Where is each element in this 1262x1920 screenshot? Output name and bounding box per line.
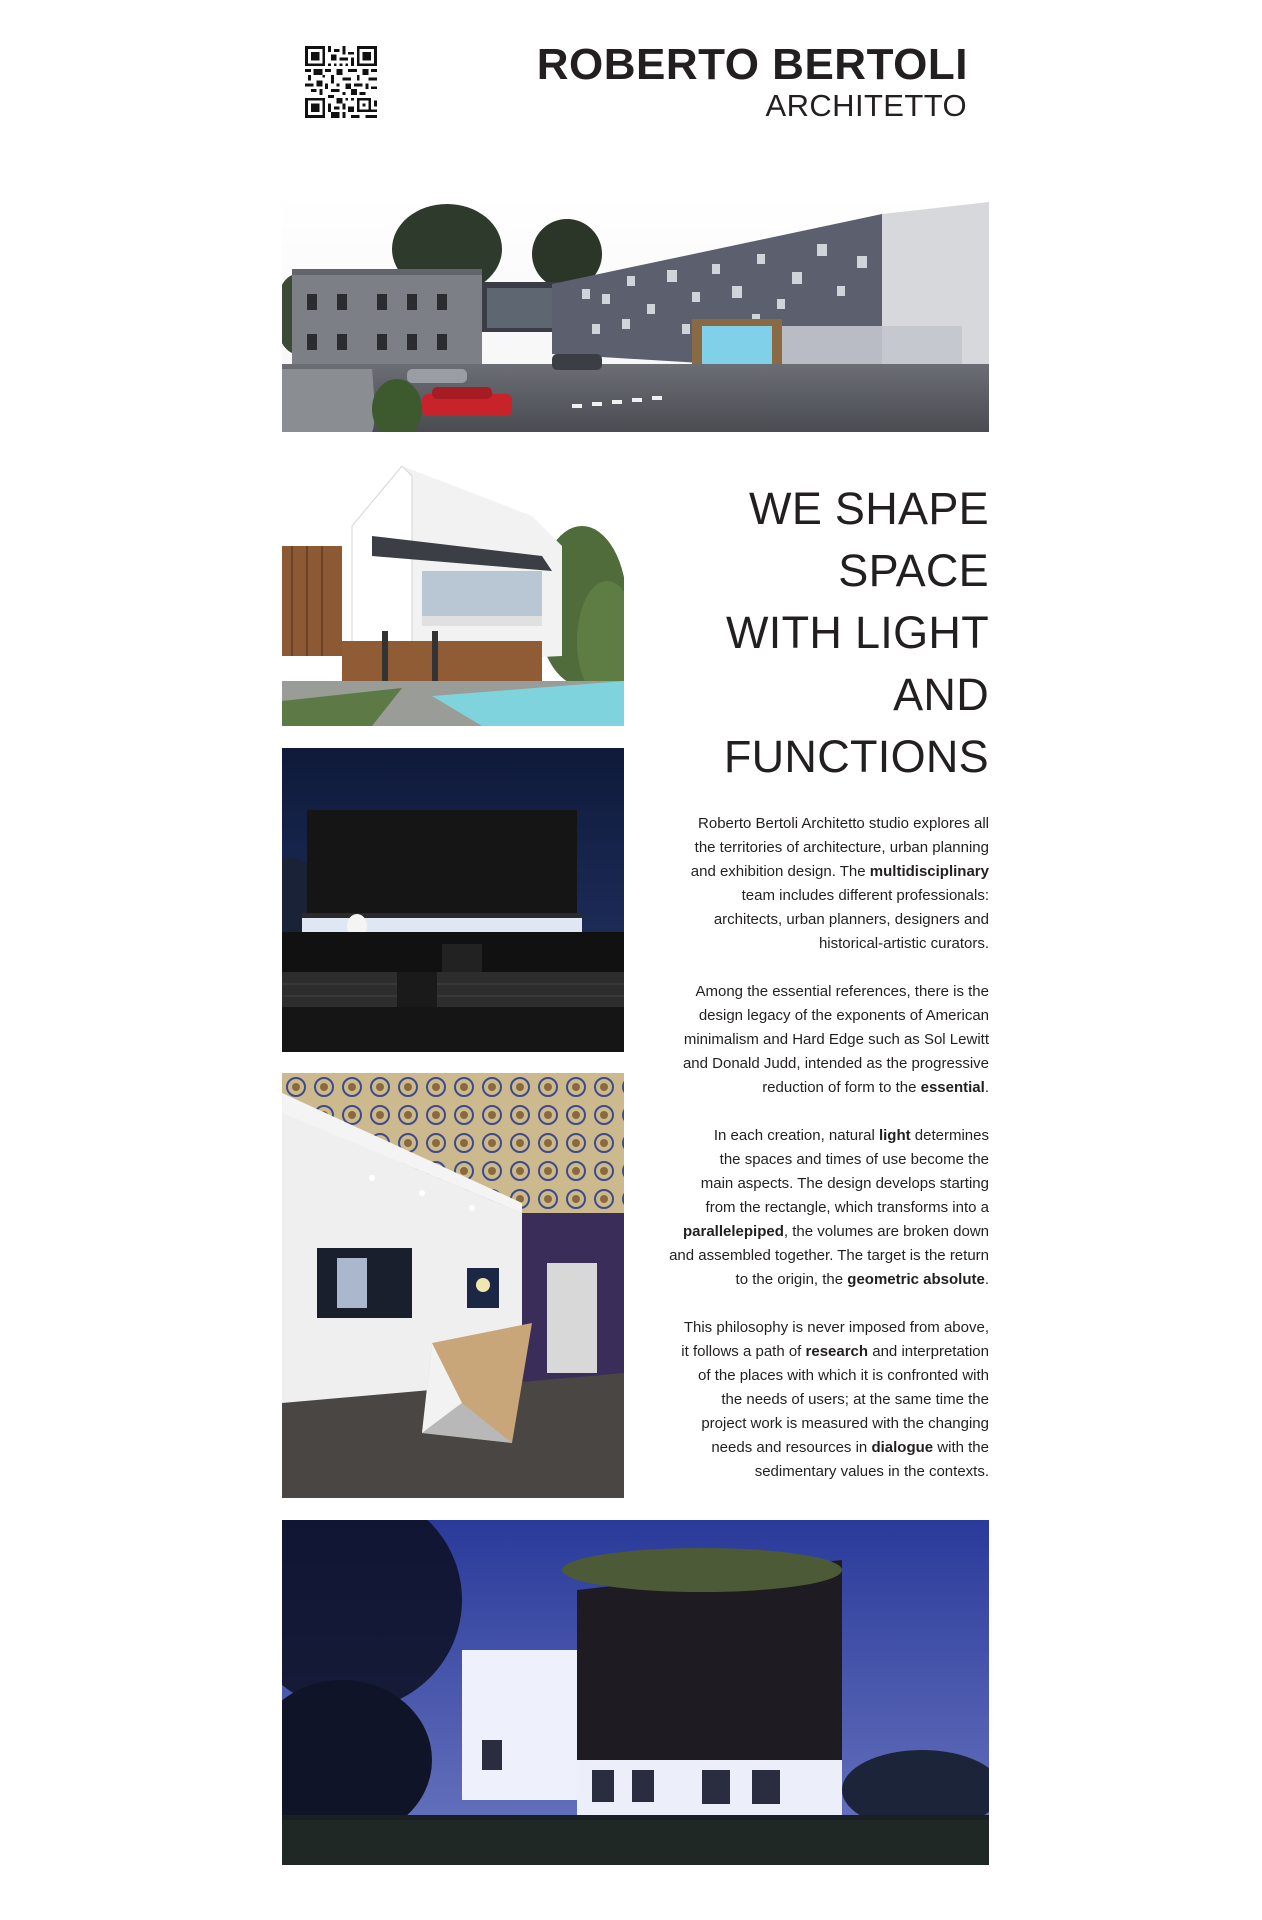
body-text: Roberto Bertoli Architetto studio explores all <box>698 815 989 832</box>
body-line <box>629 908 989 932</box>
body-paragraph <box>629 980 989 1100</box>
body-line <box>629 1268 989 1292</box>
body-text: the needs of users; at the same time the <box>721 1391 989 1408</box>
body-text: needs and resources in <box>711 1439 872 1456</box>
night-house-photo <box>282 748 624 1052</box>
headline <box>659 478 989 788</box>
body-line <box>629 1316 989 1340</box>
body-line <box>629 1172 989 1196</box>
body-line <box>629 1028 989 1052</box>
body-text: , the volumes are broken down <box>783 1223 989 1240</box>
headline-line: WE SHAPE <box>749 483 989 534</box>
body-line <box>629 1220 989 1244</box>
headline-line: AND <box>893 669 989 720</box>
body-text: This philosophy is never imposed from above, <box>683 1319 989 1336</box>
body-line <box>629 980 989 1004</box>
body-text: from the rectangle, which transforms into a <box>705 1199 989 1216</box>
body-line <box>629 1124 989 1148</box>
headline-line: SPACE <box>838 545 989 596</box>
body-line <box>629 1196 989 1220</box>
body-line <box>629 1460 989 1484</box>
headline-line: FUNCTIONS <box>723 731 989 782</box>
body-text: . <box>984 1079 989 1096</box>
body-paragraph <box>629 812 989 956</box>
body-text: of the places with which it is confronted with <box>698 1367 989 1384</box>
body-text: Among the essential references, there is the <box>695 983 989 1000</box>
body-text: team includes different professionals: <box>741 887 989 904</box>
body-line <box>629 1436 989 1460</box>
body-text: the territories of architecture, urban planning <box>694 839 989 856</box>
emphasis-text: parallelepiped <box>683 1223 784 1240</box>
body-line <box>629 884 989 908</box>
body-text: sedimentary values in the contexts. <box>754 1463 989 1480</box>
qr-code-icon <box>305 46 377 118</box>
body-line <box>629 1364 989 1388</box>
body-text: architects, urban planners, designers and <box>713 911 989 928</box>
body-line <box>629 932 989 956</box>
body-text: and exhibition design. The <box>690 863 870 880</box>
body-line <box>629 812 989 836</box>
body-text: reduction of form to the <box>762 1079 921 1096</box>
brand-subtitle: ARCHITETTO <box>765 88 967 123</box>
body-text: and Donald Judd, intended as the progressive <box>682 1055 989 1072</box>
gallery-interior-photo <box>282 1073 624 1498</box>
body-text: and assembled together. The target is the return <box>669 1247 989 1264</box>
body-line <box>629 836 989 860</box>
body-text: and interpretation <box>868 1343 989 1360</box>
body-line <box>629 1004 989 1028</box>
body-line <box>629 1412 989 1436</box>
body-text: with the <box>933 1439 989 1456</box>
body-line <box>629 1148 989 1172</box>
body-line <box>629 1052 989 1076</box>
body-paragraph <box>629 1316 989 1484</box>
hero-building-photo <box>282 194 989 432</box>
body-paragraph <box>629 1124 989 1292</box>
body-text: project work is measured with the changing <box>701 1415 989 1432</box>
body-text: In each creation, natural <box>713 1127 879 1144</box>
body-line <box>629 860 989 884</box>
headline-line: WITH LIGHT <box>726 607 989 658</box>
emphasis-text: research <box>805 1343 869 1360</box>
brand-name: ROBERTO BERTOLI <box>536 40 968 89</box>
dusk-house-photo <box>282 1520 989 1865</box>
body-text: determines <box>910 1127 989 1144</box>
emphasis-text: geometric absolute <box>847 1271 985 1288</box>
body-text: main aspects. The design develops starting <box>700 1175 989 1192</box>
body-text: the spaces and times of use become the <box>719 1151 989 1168</box>
body-line <box>629 1340 989 1364</box>
body-text: design legacy of the exponents of American <box>698 1007 989 1024</box>
villa-pool-photo <box>282 466 624 726</box>
body-line <box>629 1388 989 1412</box>
body-text: minimalism and Hard Edge such as Sol Lewitt <box>683 1031 989 1048</box>
body-text: it follows a path of <box>681 1343 806 1360</box>
emphasis-text: dialogue <box>871 1439 934 1456</box>
emphasis-text: multidisciplinary <box>869 863 989 880</box>
body-copy <box>629 812 989 1508</box>
body-text: to the origin, the <box>735 1271 848 1288</box>
body-line <box>629 1076 989 1100</box>
body-text: . <box>984 1271 989 1288</box>
emphasis-text: light <box>878 1127 911 1144</box>
body-line <box>629 1244 989 1268</box>
emphasis-text: essential <box>920 1079 985 1096</box>
body-text: historical-artistic curators. <box>818 935 989 952</box>
